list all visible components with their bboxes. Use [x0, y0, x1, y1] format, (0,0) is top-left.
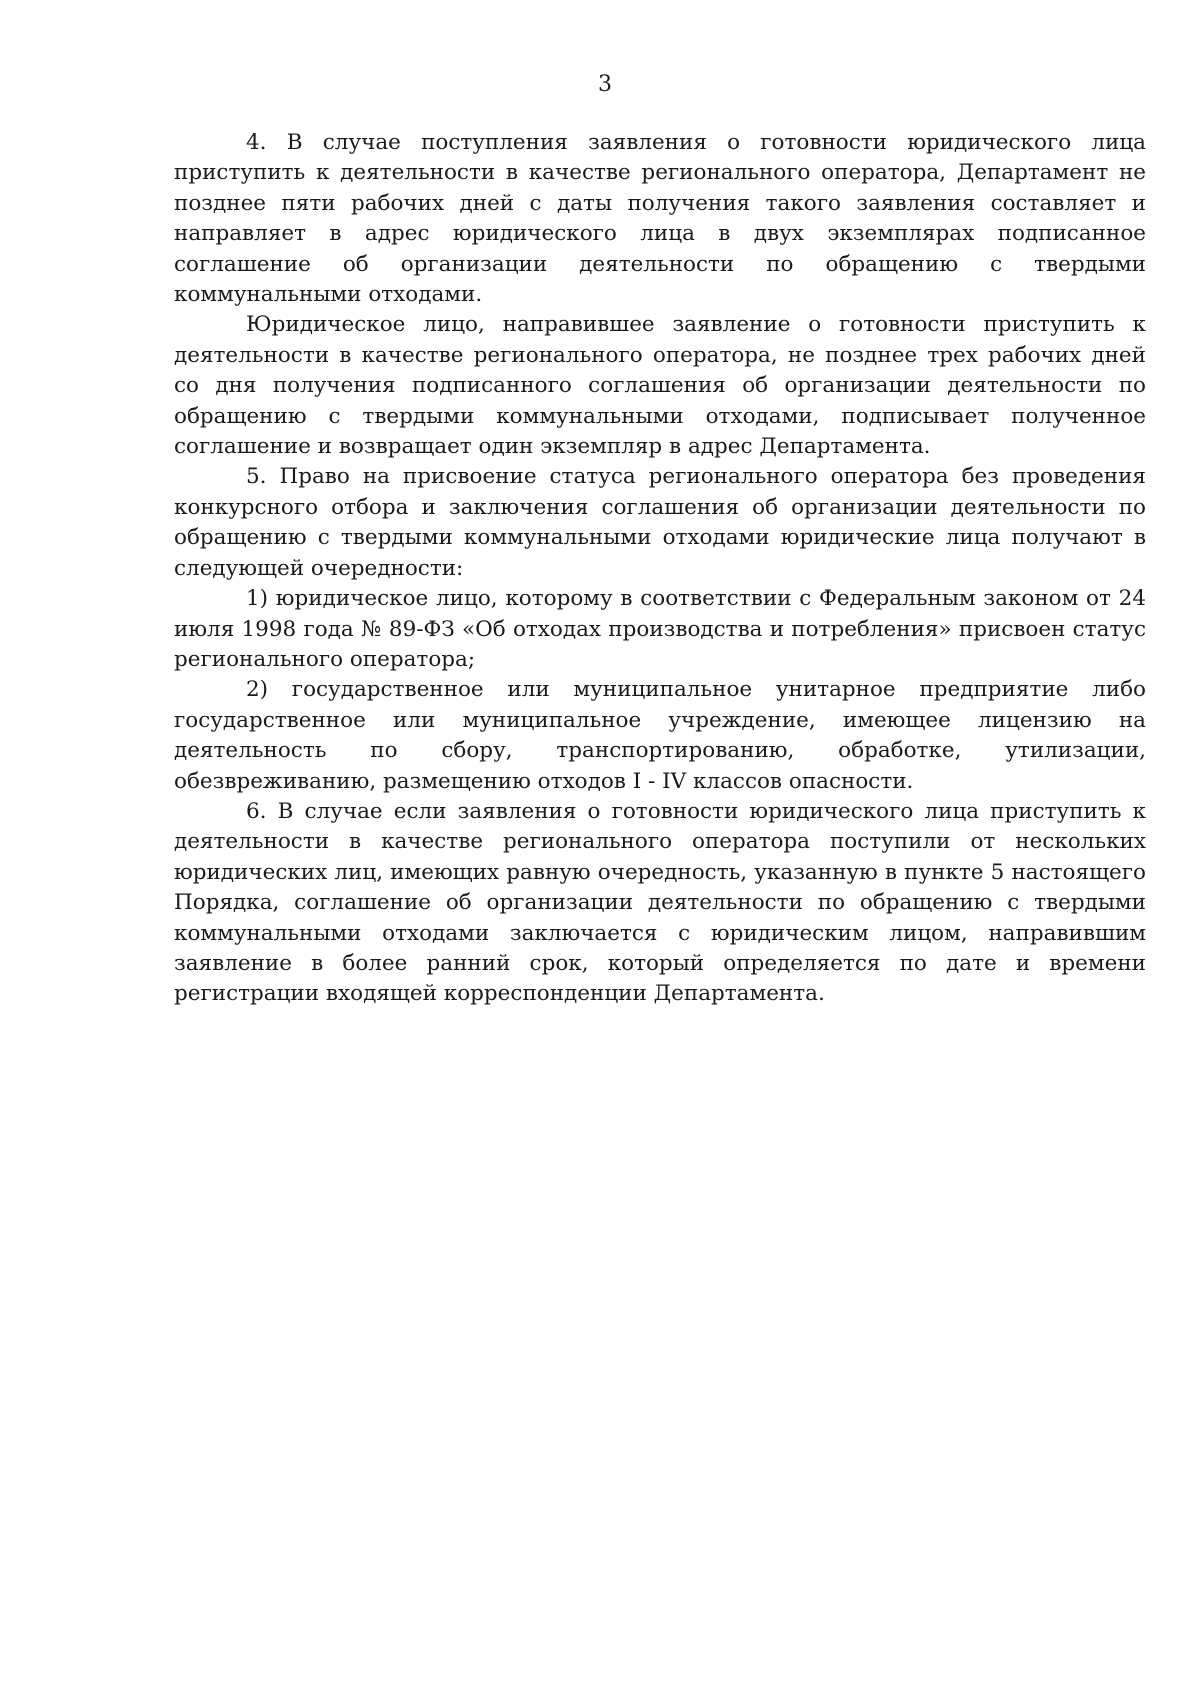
paragraph-subitem-2: 2) государственное или муниципальное унитарное предприятие либо государственное или муниципальное учреждение, имеющее лицензию на деятельность по сбору, транспортированию, обработке, утилизации, обезвреживанию, размещению отходов I - IV классов опасности.	[174, 677, 1146, 794]
document-body	[174, 128, 1146, 1010]
paragraph-subitem-1: 1) юридическое лицо, которому в соответствии с Федеральным законом от 24 июля 1998 года № 89-ФЗ «Об отходах производства и потребления» присвоен статус регионального оператора;	[174, 586, 1146, 672]
paragraph-item-5: 5. Право на присвоение статуса регионального оператора без проведения конкурсного отбора и заключения соглашения об организации деятельности по обращению с твердыми коммунальными отходами юридические лица получают в следующей очередности:	[174, 464, 1146, 581]
paragraph-item-4: 4. В случае поступления заявления о готовности юридического лица приступить к деятельности в качестве регионального оператора, Департамент не позднее пяти рабочих дней с даты получения такого заявления составляет и направляет в адрес юридического лица в двух экземплярах подписанное соглашение об организации деятельности по обращению с твердыми коммунальными отходами.	[174, 130, 1146, 308]
paragraph-legal-entity-return: Юридическое лицо, направившее заявление о готовности приступить к деятельности в качестве регионального оператора, не позднее трех рабочих дней со дня получения подписанного соглашения об организации деятельности по обращению с твердыми коммунальными отходами, подписывает полученное соглашение и возвращает один экземпляр в адрес Департамента.	[174, 312, 1146, 460]
page-number: 3	[598, 72, 612, 97]
paragraph-item-6: 6. В случае если заявления о готовности юридического лица приступить к деятельности в качестве регионального оператора поступили от нескольких юридических лиц, имеющих равную очередность, указанную в пункте 5 настоящего Порядка, соглашение об организации деятельности по обращению с твердыми коммунальными отходами заключается с юридическим лицом, направившим заявление в более ранний срок, который определяется по дате и времени регистрации входящей корреспонденции Департамента.	[174, 798, 1146, 1007]
